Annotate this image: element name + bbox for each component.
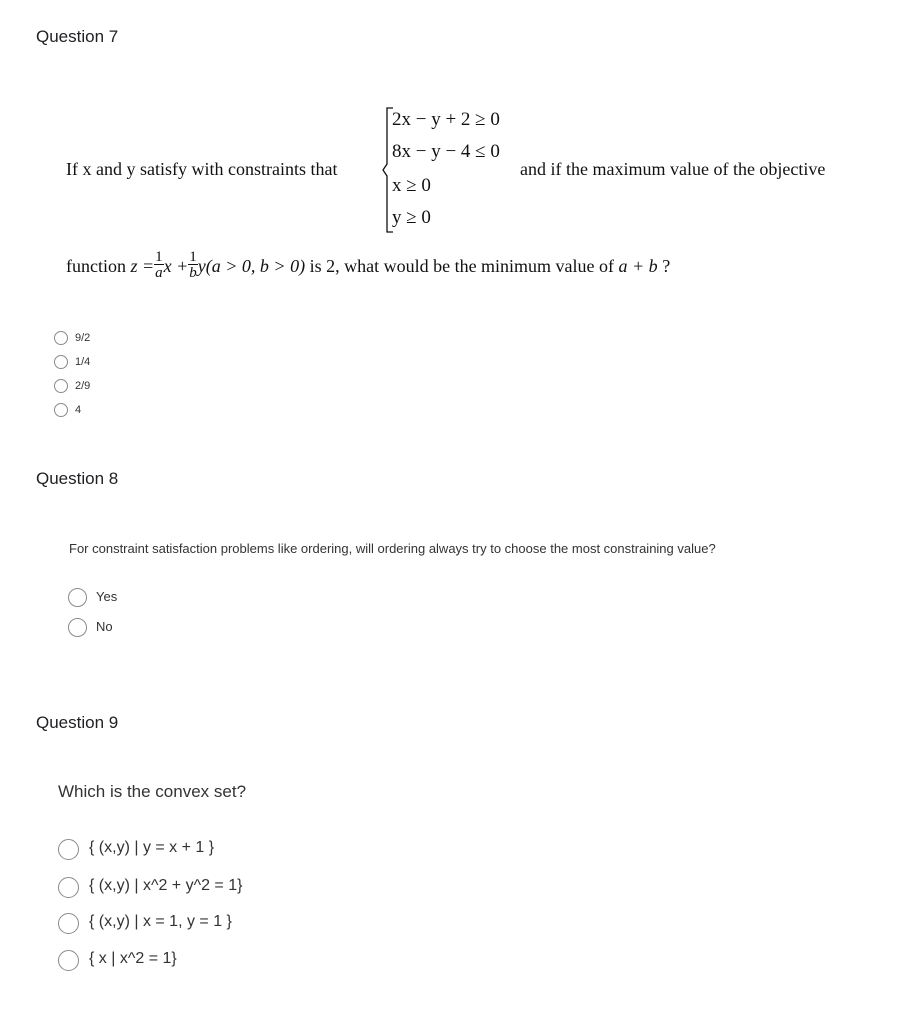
frac2-den: b bbox=[189, 265, 197, 282]
q7-function-line bbox=[66, 242, 670, 290]
constraint-3: x ≥ 0 bbox=[392, 175, 431, 196]
fraction-1-over-a bbox=[154, 250, 164, 281]
frac1-num: 1 bbox=[155, 249, 163, 266]
q7-text-after: and if the maximum value of the objective bbox=[520, 159, 826, 179]
q9-option-4-label: { x | x^2 = 1} bbox=[89, 950, 177, 967]
q7-radio-option-1[interactable] bbox=[54, 331, 68, 345]
func-z: z = bbox=[130, 256, 155, 276]
func-tail: y(a > 0, b > 0) bbox=[197, 256, 306, 276]
q8-radio-yes[interactable] bbox=[68, 588, 87, 607]
q8-option-no-label: No bbox=[96, 619, 113, 634]
q9-radio-option-1[interactable] bbox=[58, 839, 79, 860]
q7-option-2-label: 1/4 bbox=[75, 356, 91, 368]
q9-radio-option-3[interactable] bbox=[58, 913, 79, 934]
q7-option-4-label: 4 bbox=[75, 404, 82, 416]
constraint-1: 2x − y + 2 ≥ 0 bbox=[392, 109, 500, 130]
q8-question-text: For constraint satisfaction problems like ordering, will ordering always try to choose the most constraining value? bbox=[69, 541, 716, 556]
question-7-title: Question 7 bbox=[36, 27, 119, 46]
q7-option-3-label: 2/9 bbox=[75, 380, 91, 392]
q8-option-yes-label: Yes bbox=[96, 589, 118, 604]
question-tail: is 2, what would be the minimum value of bbox=[309, 256, 615, 276]
function-label: function bbox=[66, 256, 126, 276]
q9-question-text: Which is the convex set? bbox=[58, 782, 247, 801]
func-mid: x + bbox=[163, 256, 189, 276]
q7-text-before: If x and y satisfy with constraints that bbox=[66, 159, 338, 179]
question-mark: ? bbox=[662, 256, 671, 276]
question-8-title: Question 8 bbox=[36, 469, 119, 488]
q7-radio-option-4[interactable] bbox=[54, 403, 68, 417]
constraint-system bbox=[382, 106, 512, 236]
q9-radio-option-2[interactable] bbox=[58, 877, 79, 898]
question-9-title: Question 9 bbox=[36, 713, 119, 732]
q9-option-1-label: { (x,y) | y = x + 1 } bbox=[89, 839, 215, 856]
q7-radio-option-3[interactable] bbox=[54, 379, 68, 393]
constraint-4: y ≥ 0 bbox=[392, 207, 431, 228]
q9-option-2-label: { (x,y) | x^2 + y^2 = 1} bbox=[89, 877, 243, 894]
fraction-1-over-b bbox=[188, 250, 198, 281]
expr-a-plus-b: a + b bbox=[618, 256, 658, 276]
q9-radio-option-4[interactable] bbox=[58, 950, 79, 971]
q9-option-3-label: { (x,y) | x = 1, y = 1 } bbox=[89, 913, 232, 930]
frac1-den: a bbox=[155, 265, 163, 282]
constraint-2: 8x − y − 4 ≤ 0 bbox=[392, 141, 500, 162]
q8-radio-no[interactable] bbox=[68, 618, 87, 637]
q7-option-1-label: 9/2 bbox=[75, 332, 91, 344]
frac2-num: 1 bbox=[189, 249, 197, 266]
q7-radio-option-2[interactable] bbox=[54, 355, 68, 369]
